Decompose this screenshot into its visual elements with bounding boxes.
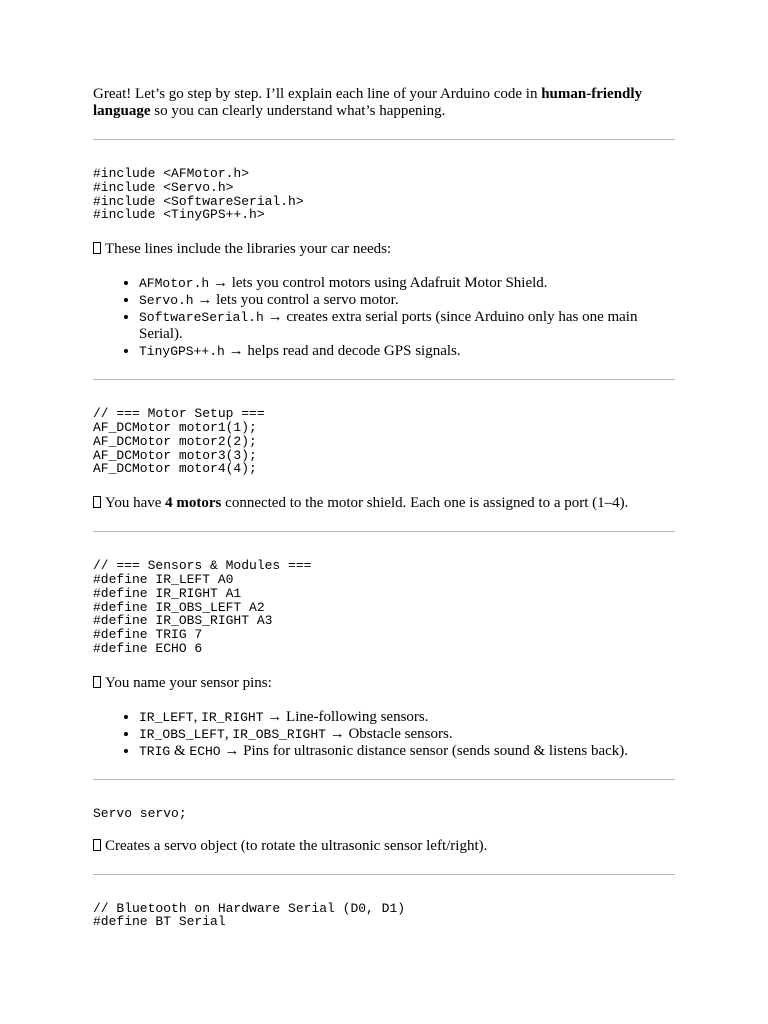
explanation-text: You have (105, 495, 166, 512)
inline-code: AFMotor.h (139, 276, 210, 292)
item-text: → lets you control a servo motor. (193, 292, 399, 309)
list-item (139, 726, 675, 743)
item-separator: & (170, 742, 190, 759)
explanation-bold: 4 motors (165, 495, 222, 512)
missing-glyph-icon (93, 242, 101, 254)
code-block: // === Motor Setup === AF_DCMotor motor1(1); AF_DCMotor motor2(2); AF_DCMotor motor3(3); AF_DCMotor motor4(4); (93, 406, 265, 477)
section-servo (93, 807, 675, 855)
intro-bold: human-friendly language (93, 86, 643, 119)
item-text: → creates extra serial ports (since Arduino only has one main Serial). (139, 309, 638, 343)
intro-text: Great! Let’s go step by step. I’ll explain each line of your Arduino code in (93, 86, 542, 102)
document-page (93, 86, 675, 948)
library-list (93, 275, 675, 360)
divider (93, 531, 675, 532)
inline-code: IR_RIGHT (201, 709, 264, 725)
explanation-text: Creates a servo object (to rotate the ultrasonic sensor left/right). (105, 837, 488, 854)
section-motors (93, 407, 675, 512)
section-bluetooth (93, 902, 675, 930)
explanation (93, 495, 675, 512)
inline-code: TinyGPS++.h (139, 344, 225, 360)
list-item (139, 743, 675, 760)
explanation (93, 675, 675, 692)
list-item (139, 343, 675, 360)
explanation-text: You name your sensor pins: (105, 674, 272, 691)
missing-glyph-icon (93, 676, 101, 688)
inline-code: IR_OBS_RIGHT (232, 726, 326, 742)
item-text: → helps read and decode GPS signals. (224, 343, 461, 360)
list-item (139, 709, 675, 726)
list-item (139, 292, 675, 309)
item-text: → Line-following sensors. (263, 708, 429, 725)
inline-code: Servo.h (139, 293, 194, 309)
code-block: // Bluetooth on Hardware Serial (D0, D1) #define BT Serial (93, 900, 406, 930)
code-block: Servo servo; (93, 805, 187, 821)
explanation (93, 838, 675, 855)
missing-glyph-icon (93, 839, 101, 851)
explanation-text-end: connected to the motor shield. Each one is assigned to a port (1–4). (221, 495, 629, 512)
divider (93, 379, 675, 380)
section-includes (93, 167, 675, 360)
explanation-text: These lines include the libraries your car needs: (105, 241, 392, 258)
code-block: // === Sensors & Modules === #define IR_LEFT A0 #define IR_RIGHT A1 #define IR_OBS_LEFT A2 #define IR_OBS_RIGHT A3 #define TRIG 7 #define ECHO 6 (93, 558, 312, 656)
intro-paragraph (93, 86, 675, 120)
code-block: #include <AFMotor.h> #include <Servo.h> #include <SoftwareSerial.h> #include <TinyGPS++.h> (93, 166, 304, 223)
divider (93, 139, 675, 140)
divider (93, 874, 675, 875)
list-item (139, 309, 675, 343)
explanation (93, 241, 675, 258)
section-sensors (93, 559, 675, 760)
item-text: → lets you control motors using Adafruit Motor Shield. (209, 275, 548, 292)
item-separator: , (224, 725, 233, 742)
item-text: → Obstacle sensors. (325, 725, 453, 742)
item-text: → Pins for ultrasonic distance sensor (sends sound & listens back). (220, 742, 629, 759)
missing-glyph-icon (93, 496, 101, 508)
sensor-pin-list (93, 709, 675, 760)
inline-code: ECHO (189, 743, 221, 759)
inline-code: IR_LEFT (139, 709, 194, 725)
divider (93, 779, 675, 780)
inline-code: TRIG (139, 743, 171, 759)
intro-text-end: so you can clearly understand what’s happening. (150, 103, 446, 119)
inline-code: SoftwareSerial.h (139, 310, 264, 326)
inline-code: IR_OBS_LEFT (139, 726, 225, 742)
item-separator: , (193, 708, 202, 725)
list-item (139, 275, 675, 292)
